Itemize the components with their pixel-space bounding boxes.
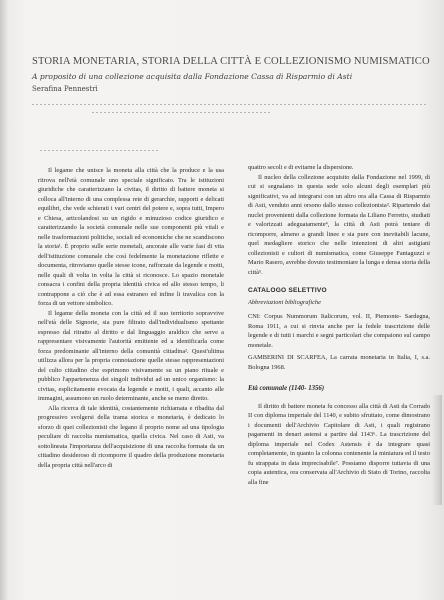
catalog-heading: CATALOGO SELETTIVO <box>248 287 327 294</box>
divider-line <box>40 150 160 151</box>
page-edge-shadow <box>432 395 442 505</box>
paragraph: Il nucleo della collezione acquisito dalla Fondazione nel 1999, di cui si segnalano in questa sede solo alcuni degli esemplari più significativi, va ad integrarsi con un altro ora alla Cassa di Risparmio di Asti, venduto anni orsono dallo stesso collezionista³. Ripartendo dai nuclei provenienti dalla collezione formata da Liliano Ferretto, studiati e valorizzati adeguatamente⁴, la città di Asti potrà tentare di ricomporre, almeno a grandi linee e sia pure con inevitabili lacune, quel medagliere storico che nelle intenzioni di altri astigiani collezionisti e cultori di numismatica, come Giuseppe Fantaguzzi e Mario Rasero, avrebbe dovuto testimoniare la lunga e densa storia della città⁵. <box>248 173 430 276</box>
bibliography-entry: CNI: Corpus Nummorum Italicorum, vol. II, Piemonte- Sardegna, Roma 1911, a cui si rinvia anche per la fedele trascrizione delle legende e di tutti i marchi e segni particolari che compaiono sul campo monetale. <box>248 313 430 349</box>
paragraph: Il legame della moneta con la città ed il suo territorio sopravvive nell'età delle Signorie, sia pure filtrato dall'individualismo spettante espresso dal ritratto al diritto e dal linguaggio araldico che serve a rappresentare visivamente l'autorità emittente ed a identificarla come forza predominante all'interno della comunità cittadina². Quest'ultima utilizza allora per la propria connotazione quelle stesse rappresentazioni del culto cittadino che esprimono visivamente su un piano rituale e pubblico l'appartenenza dei singoli individui ad un unico organismo: la civitas, esplicitamente evocata da legende e motti, i quali, accanto alle immagini, assumono un ruolo determinante, anche se meno diretto. <box>38 309 224 402</box>
paragraph: Alla ricerca di tale identità, costantemente richiamata e ribadita dal progressivo svolgersi della trama storica e monetaria, è dedicato lo sforzo di quei collezionisti che legano il proprio nome ad una tipologia peculiare di raccolta numismatica, quella civica. Nel caso di Asti, va sottolineata l'importanza dell'acquisizione di una raccolta formata da un cittadino desideroso di ricomporre il quadro della produzione monetaria della propria città nell'arco di <box>38 404 224 469</box>
article-subtitle: A proposito di una collezione acquisita dalla Fondazione Cassa di Risparmio di Asti <box>32 72 353 81</box>
divider-line <box>32 104 427 105</box>
article-author: Serafina Pennestrì <box>32 85 98 93</box>
right-column <box>248 163 430 487</box>
section-heading: Età comunale (1140- 1356) <box>248 385 325 392</box>
bibliography-entry: GAMBERINI DI SCARFEA, La carrata monetaria in Italia, I, s.a. Bologna 1968. <box>248 354 430 371</box>
divider-line <box>92 112 272 113</box>
paragraph: Il legame che unisce la moneta alla città che la produce e la usa ritrova nell'età comunale uno speciale significato. Tra le istituzioni giuridiche che caratterizzano la civitas, il diritto di battere moneta si colloca all'interno di una complessa rete di gerarchie, rapporti e delicati equilibri, che vede schierati i vari centri del potere e, sopra tutti, Impero e Chiesa, articolandosi su un rigido e minuzioso codice giuridico e caratterizzando la società comunale nelle sue componenti più vitali e nelle trasformazioni politiche, sociali ed economiche che ne scandiscono la storia¹. È proprio sulle serie monetali, ancorate alle varie fasi di vita dell'istituzione comunale che così fedelmente la monetazione riflette e documenta, ritroviamo quelle stesse icone, rafforzate da legende e motti, nelle quali di volta in volta la città si riconosce. Lo spazio monetale consacra i confini della propria identità civica ed allo stesso tempo, li contrappone a ciò che è ad essa estraneo ed infine li travalica con la forza di un vettore simbolico. <box>38 167 224 307</box>
catalog-subheading: Abbreviazioni bibliografiche <box>248 298 321 306</box>
paragraph: Il diritto di battere moneta fu concesso alla città di Asti da Corrado II con diploma imperiale del 1140, e subito sfruttato, come dimostrano i documenti dell'Archivio Capitolare di Asti, i quali registrano pagamenti in denari astensi a partire dal 1143⁶. La trascrizione del diploma imperiale nel Codex Astensis è da integrare quasi completamente, in quanto la colonna contenente la miniatura ed il testo fu strappata in data imprecisabile⁷. Possiamo disporre tuttavia di una copia autentica, ora conservata all'Archivio di Stato di Torino, raccolta alla fine <box>248 402 430 486</box>
article-title: STORIA MONETARIA, STORIA DELLA CITTÀ E COLLEZIONISMO NUMISMATICO <box>32 56 430 67</box>
page-binding-shadow <box>0 0 8 600</box>
paragraph: quattro secoli e di evitarne la dispersione. <box>248 164 354 171</box>
left-column <box>38 166 224 470</box>
